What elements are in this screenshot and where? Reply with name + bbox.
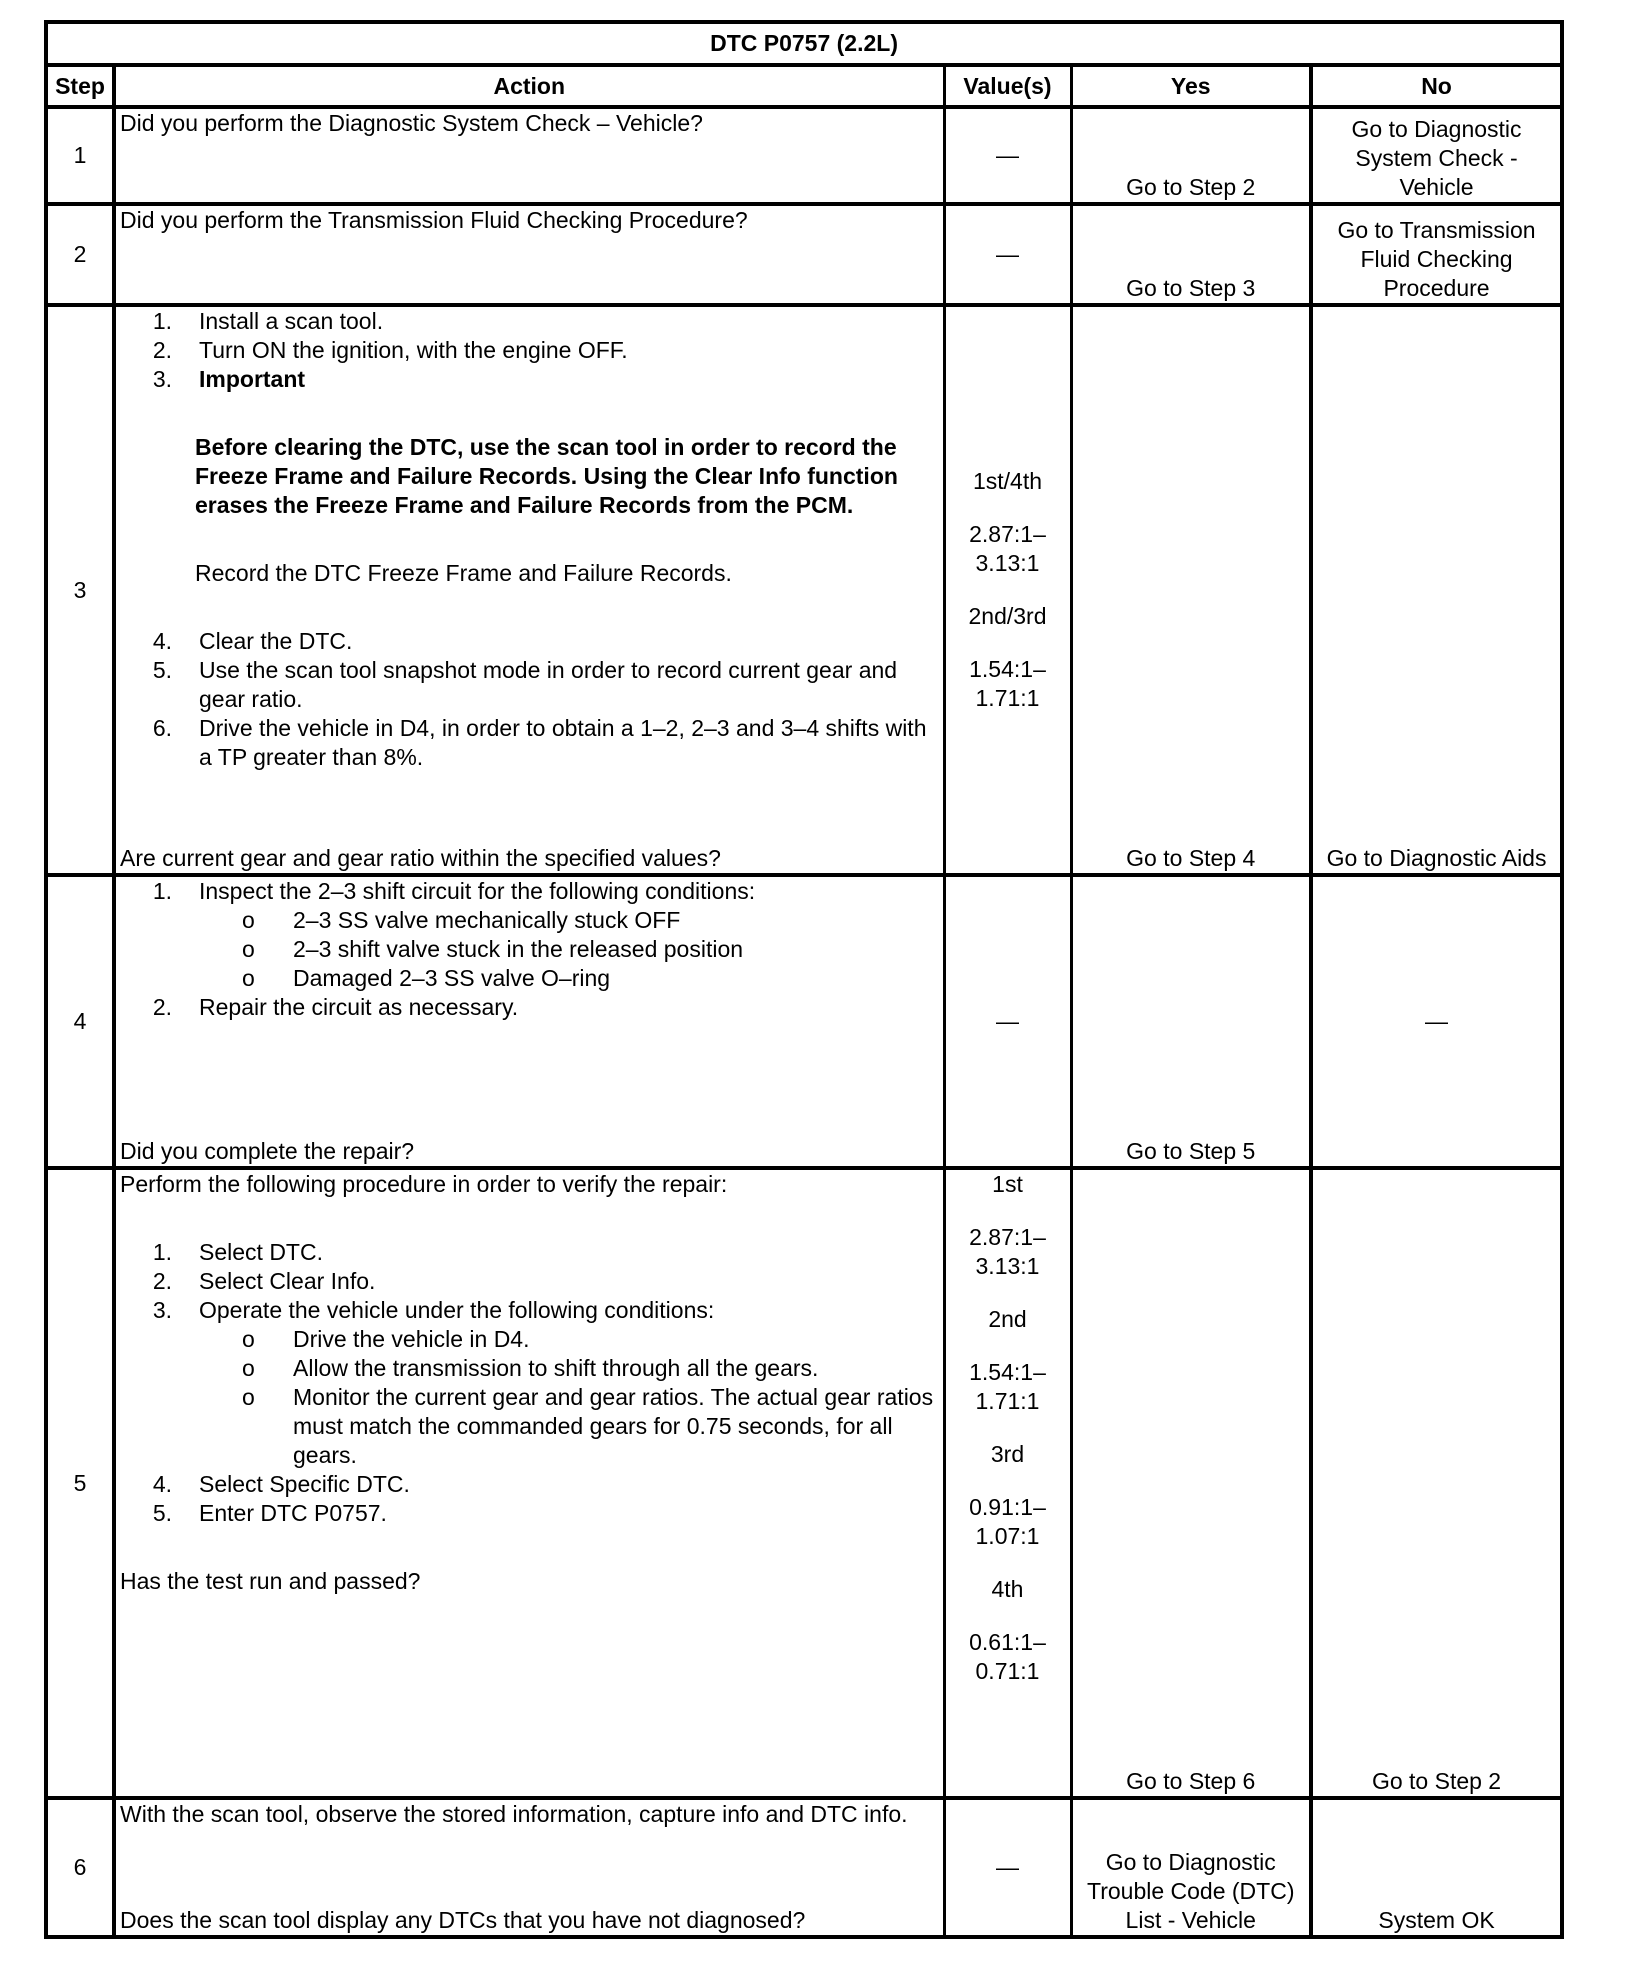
action-content [120, 109, 939, 202]
note-text: Record the DTC Freeze Frame and Failure Records. [195, 560, 732, 586]
list-text: Inspect the 2–3 shift circuit for the following conditions: [199, 878, 756, 904]
bullet-icon: o [242, 1326, 255, 1352]
question-text: Did you complete the repair? [120, 1138, 415, 1164]
list-number: 2. [152, 337, 172, 363]
list-item [120, 1499, 939, 1528]
list-number: 4. [152, 628, 172, 654]
action-content [120, 1170, 939, 1796]
sub-list-text: Damaged 2–3 SS valve O–ring [293, 965, 611, 991]
list-text: Install a scan tool. [199, 308, 384, 334]
value-text: 4th [991, 1576, 1024, 1602]
value-text: 0.71:1 [975, 1658, 1040, 1684]
list-number: 6. [152, 715, 172, 741]
question-text: Does the scan tool display any DTCs that you have not diagnosed? [120, 1907, 806, 1933]
spacer [950, 1604, 1066, 1628]
list-item [120, 1238, 939, 1267]
sub-list-text: Allow the transmission to shift through all the gears. [293, 1355, 819, 1381]
no-result: Go to Diagnostic Aids [1311, 305, 1562, 875]
action-cell [114, 875, 944, 1168]
action-cell [114, 305, 944, 875]
action-content [120, 1800, 939, 1935]
value-text: — [996, 1854, 1019, 1880]
value-text: 1.71:1 [975, 1388, 1040, 1414]
yes-result: Go to Step 6 [1071, 1168, 1311, 1798]
action-content [120, 307, 939, 873]
value-text: 0.61:1– [969, 1629, 1046, 1655]
action-cell [114, 1798, 944, 1937]
list-text: Important [199, 366, 306, 392]
spacer [120, 394, 939, 433]
list-number: 5. [152, 657, 172, 683]
list-text: Select Specific DTC. [199, 1471, 410, 1497]
sub-list-text: 2–3 shift valve stuck in the released position [293, 936, 744, 962]
list-text: Clear the DTC. [199, 628, 353, 654]
no-result: Go to Diagnostic System Check - Vehicle [1311, 107, 1562, 204]
list-item [120, 1470, 939, 1499]
table-row [46, 1168, 1562, 1798]
action-text: Did you perform the Transmission Fluid Checking Procedure? [120, 207, 748, 233]
table-title: DTC P0757 (2.2L) [46, 22, 1562, 65]
action-content [120, 877, 939, 1166]
table-row [46, 204, 1562, 305]
action-cell [114, 107, 944, 204]
table-row [46, 107, 1562, 204]
value-text: 1st/4th [972, 468, 1043, 494]
table-row [46, 305, 1562, 875]
value-text: — [996, 241, 1019, 267]
list-number: 3. [152, 1297, 172, 1323]
sub-list-item [120, 1325, 939, 1354]
bullet-icon: o [242, 965, 255, 991]
sub-list-text: Monitor the current gear and gear ratios. The actual gear ratios must match the commanded gears for 0.75 seconds, for all gears. [293, 1384, 934, 1468]
list-number: 2. [152, 994, 172, 1020]
list-item [120, 1267, 939, 1296]
value-text: 2nd/3rd [968, 603, 1047, 629]
value-text: 1.07:1 [975, 1523, 1040, 1549]
spacer [950, 1199, 1066, 1223]
list-text: Use the scan tool snapshot mode in order to record current gear and gear ratio. [199, 657, 898, 712]
spacer [950, 1416, 1066, 1440]
action-cell [114, 1168, 944, 1798]
spacer [950, 1469, 1066, 1493]
list-text: Repair the circuit as necessary. [199, 994, 519, 1020]
values-cell [944, 204, 1071, 305]
action-cell [114, 204, 944, 305]
list-item [120, 714, 939, 772]
list-text: Select Clear Info. [199, 1268, 376, 1294]
yes-result: Go to Step 2 [1071, 107, 1311, 204]
list-number: 1. [152, 878, 172, 904]
spacer [120, 520, 939, 559]
step-number: 4 [46, 875, 114, 1168]
step-number: 3 [46, 305, 114, 875]
bullet-icon: o [242, 1384, 255, 1410]
list-number: 3. [152, 366, 172, 392]
list-number: 1. [152, 1239, 172, 1265]
yes-result: Go to Diagnostic Trouble Code (DTC) List - Vehicle [1071, 1798, 1311, 1937]
list-text: Select DTC. [199, 1239, 323, 1265]
sub-list-item [120, 1354, 939, 1383]
value-text: 1.54:1– [969, 1359, 1046, 1385]
yes-result: Go to Step 4 [1071, 305, 1311, 875]
list-text: Operate the vehicle under the following conditions: [199, 1297, 715, 1323]
list-number: 5. [152, 1500, 172, 1526]
value-text: 1.71:1 [975, 685, 1040, 711]
list-number: 2. [152, 1268, 172, 1294]
sub-list-text: Drive the vehicle in D4. [293, 1326, 530, 1352]
action-text: With the scan tool, observe the stored information, capture info and DTC info. [120, 1801, 908, 1827]
diagnostic-table [44, 20, 1564, 1939]
step-number: 2 [46, 204, 114, 305]
header-values: Value(s) [944, 65, 1071, 107]
no-result: — [1311, 875, 1562, 1168]
sub-list-text: 2–3 SS valve mechanically stuck OFF [293, 907, 681, 933]
yes-result: Go to Step 3 [1071, 204, 1311, 305]
spacer [950, 631, 1066, 655]
header-step: Step [46, 65, 114, 107]
bullet-icon: o [242, 907, 255, 933]
bullet-icon: o [242, 1355, 255, 1381]
question-text: Are current gear and gear ratio within the specified values? [120, 845, 721, 871]
sub-list-item [120, 935, 939, 964]
value-text: 0.91:1– [969, 1494, 1046, 1520]
action-text: Has the test run and passed? [120, 1568, 421, 1594]
action-content [120, 206, 939, 303]
step-number: 5 [46, 1168, 114, 1798]
spacer [950, 578, 1066, 602]
list-number: 1. [152, 308, 172, 334]
spacer [120, 588, 939, 627]
spacer [950, 496, 1066, 520]
list-text: Turn ON the ignition, with the engine OFF. [199, 337, 628, 363]
no-result: Go to Step 2 [1311, 1168, 1562, 1798]
values-cell [944, 875, 1071, 1168]
sub-list-item [120, 906, 939, 935]
value-text: 2.87:1– [969, 521, 1046, 547]
value-text: 3rd [990, 1441, 1025, 1467]
important-note: Before clearing the DTC, use the scan tool in order to record the Freeze Frame and Failure Records. Using the Clear Info function erases the Freeze Frame and Failure Records from the PCM. [195, 434, 898, 518]
action-text: Perform the following procedure in order to verify the repair: [120, 1171, 728, 1197]
list-item [120, 307, 939, 336]
sub-list-item [120, 964, 939, 993]
header-yes: Yes [1071, 65, 1311, 107]
values-cell [944, 1168, 1071, 1798]
spacer [950, 1334, 1066, 1358]
step-number: 6 [46, 1798, 114, 1937]
value-text: — [996, 142, 1019, 168]
value-text: — [996, 1008, 1019, 1034]
list-item [120, 993, 939, 1022]
spacer [950, 1281, 1066, 1305]
list-number: 4. [152, 1471, 172, 1497]
no-result: System OK [1311, 1798, 1562, 1937]
value-text: 2.87:1– [969, 1224, 1046, 1250]
header-no: No [1311, 65, 1562, 107]
spacer [950, 1551, 1066, 1575]
list-item [120, 1296, 939, 1325]
list-item [120, 877, 939, 906]
list-text: Drive the vehicle in D4, in order to obtain a 1–2, 2–3 and 3–4 shifts with a TP greater than 8%. [199, 715, 927, 770]
value-text: 3.13:1 [975, 1253, 1040, 1279]
spacer [120, 1528, 939, 1567]
yes-result: Go to Step 5 [1071, 875, 1311, 1168]
sub-list-item [120, 1383, 939, 1470]
value-text: 1.54:1– [969, 656, 1046, 682]
list-text: Enter DTC P0757. [199, 1500, 387, 1526]
no-result: Go to Transmission Fluid Checking Procedure [1311, 204, 1562, 305]
value-text: 2nd [988, 1306, 1027, 1332]
list-item [120, 627, 939, 656]
value-text: 1st [992, 1171, 1023, 1197]
value-text: 3.13:1 [975, 550, 1040, 576]
bullet-icon: o [242, 936, 255, 962]
list-item [120, 656, 939, 714]
step-number: 1 [46, 107, 114, 204]
values-cell [944, 1798, 1071, 1937]
values-cell [944, 305, 1071, 875]
table-row [46, 875, 1562, 1168]
header-action: Action [114, 65, 944, 107]
table-row [46, 1798, 1562, 1937]
list-item [120, 365, 939, 394]
action-text: Did you perform the Diagnostic System Check – Vehicle? [120, 110, 703, 136]
list-item [120, 336, 939, 365]
spacer [120, 1199, 939, 1238]
values-cell [944, 107, 1071, 204]
